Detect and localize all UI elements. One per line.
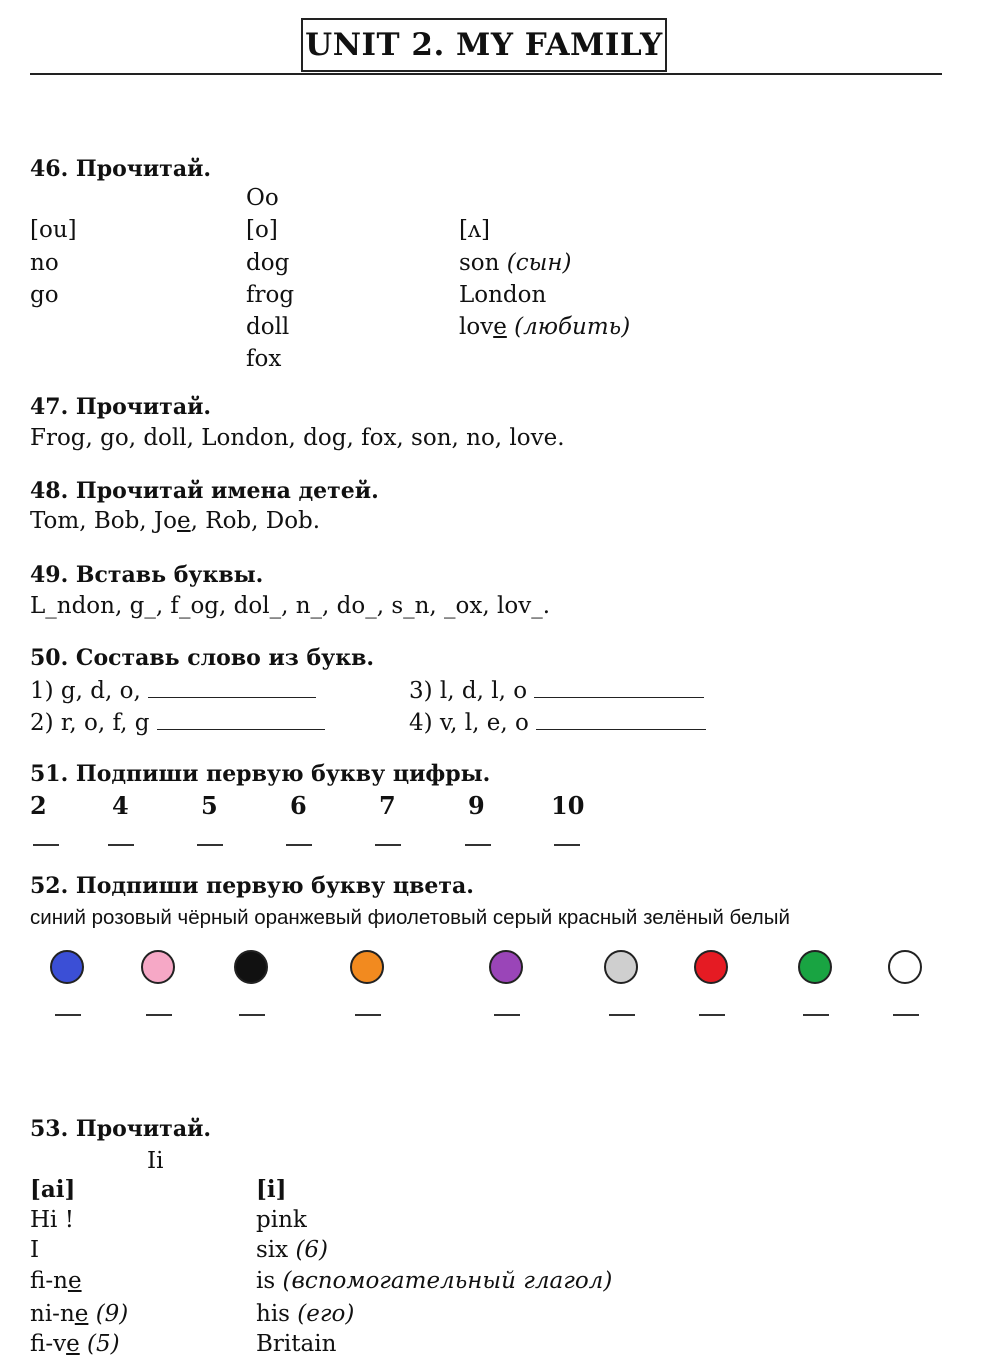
ex53-letter: Ii — [147, 1148, 164, 1174]
answer-dash[interactable] — [803, 1014, 829, 1016]
ex48-names — [30, 508, 320, 534]
ex52-colors-text: синий розовый чёрный оранжевый фиолетовый серый красный зелёный белый — [30, 906, 790, 929]
swatch-green — [798, 950, 832, 984]
six-number: (6) — [295, 1237, 329, 1263]
answer-blank-3[interactable] — [534, 677, 704, 698]
answer-dash[interactable] — [33, 844, 59, 846]
swatch-purple — [489, 950, 523, 984]
letters-3: 3) l, d, l, o — [409, 678, 528, 704]
word-six — [256, 1237, 328, 1263]
ex50-item-1 — [30, 677, 316, 704]
ex53-heading: 53. Прочитай. — [30, 1116, 212, 1142]
number-item: 2 — [30, 791, 47, 820]
answer-dash[interactable] — [197, 844, 223, 846]
word-i: I — [30, 1237, 40, 1263]
silent-e: e — [67, 1268, 82, 1294]
word-five — [30, 1331, 120, 1357]
page-title: UNIT 2. MY FAMILY — [301, 18, 667, 72]
is-translation: (вспомогательный глагол) — [282, 1268, 613, 1294]
ex50-item-2 — [30, 709, 325, 736]
answer-dash[interactable] — [286, 844, 312, 846]
ex53-sound-i: [i] — [256, 1176, 287, 1203]
his-translation: (его) — [297, 1301, 355, 1327]
answer-dash[interactable] — [893, 1014, 919, 1016]
swatch-grey — [604, 950, 638, 984]
nine-number: (9) — [95, 1301, 129, 1327]
silent-e: e — [177, 508, 191, 534]
swatch-orange — [350, 950, 384, 984]
ex49-heading: 49. Вставь буквы. — [30, 562, 264, 588]
ex46-word-no: no — [30, 250, 59, 276]
swatch-pink — [141, 950, 175, 984]
word-love-base: lov — [459, 314, 494, 340]
letters-2: 2) r, o, f, g — [30, 710, 150, 736]
ex51-heading: 51. Подпиши первую букву цифры. — [30, 761, 491, 787]
ex50-heading: 50. Составь слово из букв. — [30, 645, 375, 671]
ex46-word-love — [459, 314, 630, 340]
number-item: 7 — [379, 791, 396, 820]
title-rule — [30, 73, 942, 75]
word-his — [256, 1301, 354, 1327]
ex47-text: Frog, go, doll, London, dog, fox, son, no, love. — [30, 425, 565, 451]
ex46-letter: Oo — [246, 185, 279, 211]
ex53-sound-ai: [ai] — [30, 1176, 76, 1203]
ex46-word-fox: fox — [246, 346, 282, 372]
ex47-heading: 47. Прочитай. — [30, 394, 212, 420]
ex52-heading: 52. Подпиши первую букву цвета. — [30, 873, 474, 899]
five-number: (5) — [87, 1331, 120, 1357]
ex46-word-go: go — [30, 282, 59, 308]
answer-dash[interactable] — [699, 1014, 725, 1016]
answer-dash[interactable] — [239, 1014, 265, 1016]
answer-blank-2[interactable] — [157, 709, 325, 730]
word-pink: pink — [256, 1207, 307, 1233]
letters-4: 4) v, l, e, o — [409, 710, 529, 736]
names-end: , Rob, Dob. — [190, 508, 321, 534]
answer-dash[interactable] — [355, 1014, 381, 1016]
answer-dash[interactable] — [146, 1014, 172, 1016]
six-base: six — [256, 1237, 289, 1263]
swatch-white — [888, 950, 922, 984]
answer-dash[interactable] — [55, 1014, 81, 1016]
number-item: 5 — [201, 791, 218, 820]
word-fine — [30, 1268, 82, 1294]
ex46-word-london: London — [459, 282, 547, 308]
word-hi: Hi ! — [30, 1207, 74, 1233]
ex46-sound-o: [o] — [246, 217, 278, 243]
is-base: is — [256, 1268, 276, 1294]
ex46-word-doll: doll — [246, 314, 290, 340]
ex46-heading: 46. Прочитай. — [30, 156, 212, 182]
number-item: 10 — [551, 791, 585, 820]
answer-dash[interactable] — [375, 844, 401, 846]
word-is — [256, 1268, 612, 1294]
silent-e: e — [493, 314, 507, 340]
answer-dash[interactable] — [494, 1014, 520, 1016]
ex50-item-4 — [409, 709, 706, 736]
ex48-heading: 48. Прочитай имена детей. — [30, 478, 379, 504]
translation-son: (сын) — [506, 250, 572, 276]
silent-e: e — [66, 1331, 80, 1357]
word-nine — [30, 1301, 128, 1327]
silent-e: e — [74, 1301, 89, 1327]
number-item: 4 — [112, 791, 129, 820]
answer-blank-1[interactable] — [148, 677, 316, 698]
answer-dash[interactable] — [554, 844, 580, 846]
ex46-word-dog: dog — [246, 250, 290, 276]
five-base: fi-v — [30, 1331, 67, 1357]
ex46-word-son — [459, 250, 572, 276]
swatch-blue — [50, 950, 84, 984]
number-item: 6 — [290, 791, 307, 820]
answer-dash[interactable] — [108, 844, 134, 846]
number-item: 9 — [468, 791, 485, 820]
translation-love: (любить) — [514, 314, 631, 340]
swatch-red — [694, 950, 728, 984]
nine-base: ni-n — [30, 1301, 75, 1327]
ex49-text: L_ndon, g_, f_og, dol_, n_, do_, s_n, _ox, lov_. — [30, 593, 551, 619]
word-britain: Britain — [256, 1331, 337, 1357]
names-start: Tom, Bob, Jo — [30, 508, 177, 534]
ex50-item-3 — [409, 677, 704, 704]
his-base: his — [256, 1301, 290, 1327]
letters-1: 1) g, d, o, — [30, 678, 141, 704]
answer-dash[interactable] — [609, 1014, 635, 1016]
answer-blank-4[interactable] — [536, 709, 706, 730]
ex46-sound-wedge: [ʌ] — [459, 217, 490, 243]
answer-dash[interactable] — [465, 844, 491, 846]
word-son: son — [459, 250, 500, 276]
ex46-sound-ou: [ou] — [30, 217, 77, 243]
fine-base: fi-n — [30, 1268, 68, 1294]
ex46-word-frog: frog — [246, 282, 295, 308]
swatch-black — [234, 950, 268, 984]
